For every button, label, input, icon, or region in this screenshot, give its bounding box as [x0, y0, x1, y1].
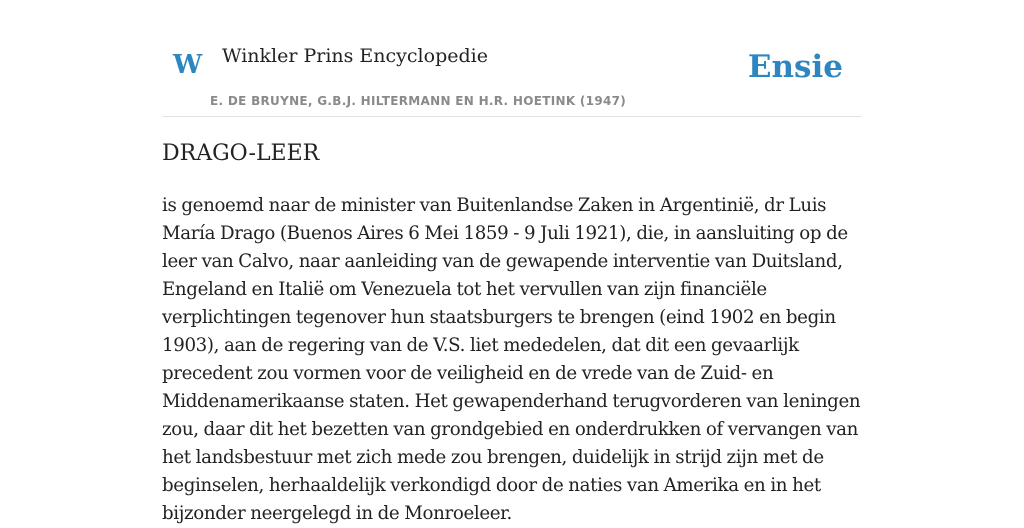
article-title: DRAGO-LEER [162, 141, 320, 166]
page [162, 0, 862, 524]
article-body: is genoemd naar de minister van Buitenlandse Zaken in Argentinië, dr Luis María Drago (Buenos Aires 6 Mei 1859 - 9 Juli 1921), die, in aansluiting op de leer van Calvo, naar aanleiding van de gewapende interventie van Duitsland, Engeland en Italië om Venezuela tot het vervullen van zijn financiële verplichtingen tegenover hun staatsburgers te brengen (eind 1902 en begin 1903), aan de regering van de V.S. liet mededelen, dat dit een gevaarlijk precedent zou vormen voor de veiligheid en de vrede van de Zuid- en Middenamerikaanse staten. Het gewapenderhand terugvorderen van leningen zou, daar dit het bezetten van grondgebied en onderdrukken of vervangen van het landsbestuur met zich mede zou brengen, duidelijk in strijd zijn met de beginselen, herhaaldelijk verkondigd door de naties van Amerika en in het bijzonder neergelegd in de Monroeleer. [162, 195, 861, 524]
encyclopedia-logo[interactable]: W [173, 50, 203, 80]
authors-credit: E. DE BRUYNE, G.B.J. HILTERMANN EN H.R. HOETINK (1947) [210, 94, 627, 108]
ensie-brand-logo[interactable]: Ensie [747, 49, 843, 85]
header [162, 0, 862, 117]
encyclopedia-name[interactable]: Winkler Prins Encyclopedie [222, 45, 488, 67]
